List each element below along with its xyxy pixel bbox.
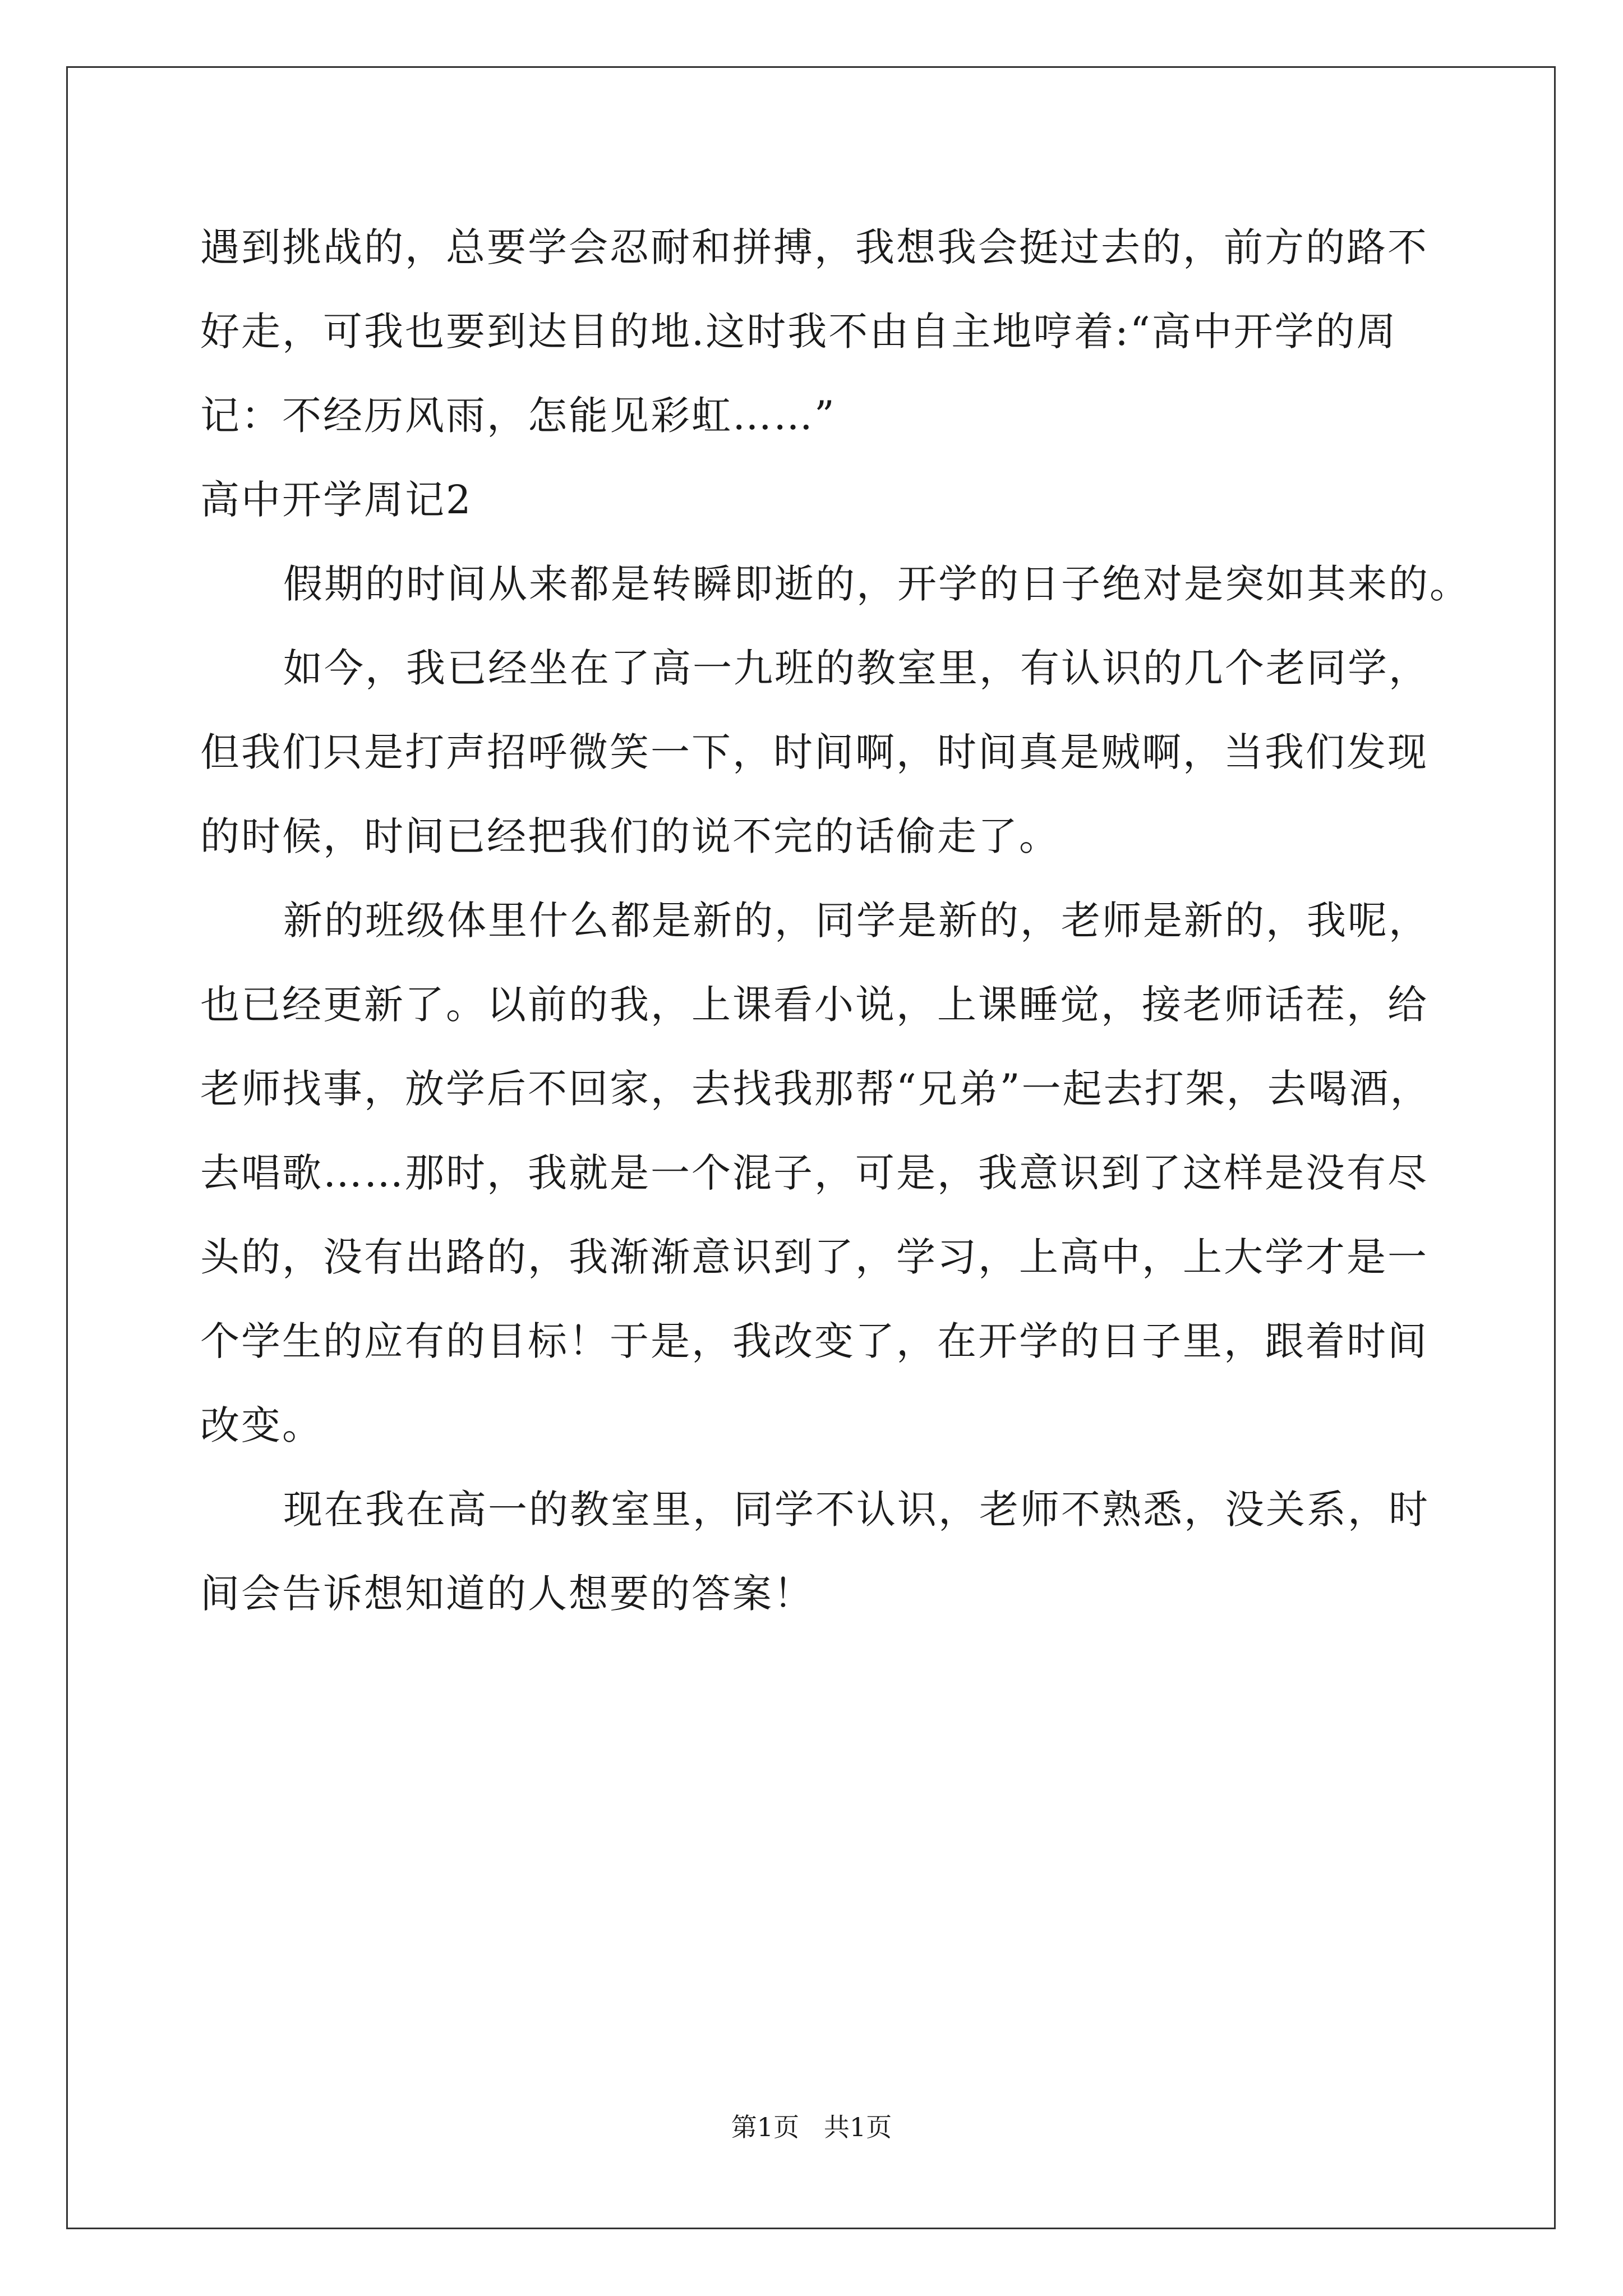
text-line: 现在我在高一的教室里，同学不认识，老师不熟悉，没关系，时 — [283, 1487, 1430, 1533]
document-body — [200, 205, 1470, 1636]
text-line: 间会告诉想知道的人想要的答案！ — [200, 1571, 814, 1617]
text-line: 个学生的应有的目标！于是，我改变了，在开学的日子里，跟着时间 — [200, 1318, 1428, 1364]
text-line: 改变。 — [200, 1402, 323, 1448]
text-line: 新的班级体里什么都是新的，同学是新的，老师是新的，我呢， — [283, 898, 1430, 944]
section-heading: 高中开学周记2 — [200, 477, 473, 523]
text-line: 老师找事，放学后不回家，去找我那帮“兄弟”一起去打架，去喝酒， — [200, 1066, 1431, 1112]
text-line: 好走，可我也要到达目的地.这时我不由自主地哼着:“高中开学的周 — [200, 309, 1398, 355]
text-line: 去唱歌……那时，我就是一个混子，可是，我意识到了这样是没有尽 — [200, 1150, 1428, 1196]
text-line: 头的，没有出路的，我渐渐意识到了，学习，上高中，上大学才是一 — [200, 1234, 1428, 1280]
text-line: 记：不经历风雨，怎能见彩虹……” — [200, 393, 836, 439]
text-line: 遇到挑战的，总要学会忍耐和拼搏，我想我会挺过去的，前方的路不 — [200, 224, 1428, 270]
text-line: 的时候，时间已经把我们的说不完的话偷走了。 — [200, 813, 1060, 859]
page-footer: 第1页 共1页 — [731, 2112, 892, 2142]
text-line: 如今，我已经坐在了高一九班的教室里，有认识的几个老同学， — [283, 645, 1430, 691]
text-line: 假期的时间从来都是转瞬即逝的，开学的日子绝对是突如其来的。 — [283, 561, 1470, 607]
text-line: 也已经更新了。以前的我，上课看小说，上课睡觉，接老师话茬，给 — [200, 982, 1428, 1028]
text-line: 但我们只是打声招呼微笑一下，时间啊，时间真是贼啊，当我们发现 — [200, 729, 1428, 775]
